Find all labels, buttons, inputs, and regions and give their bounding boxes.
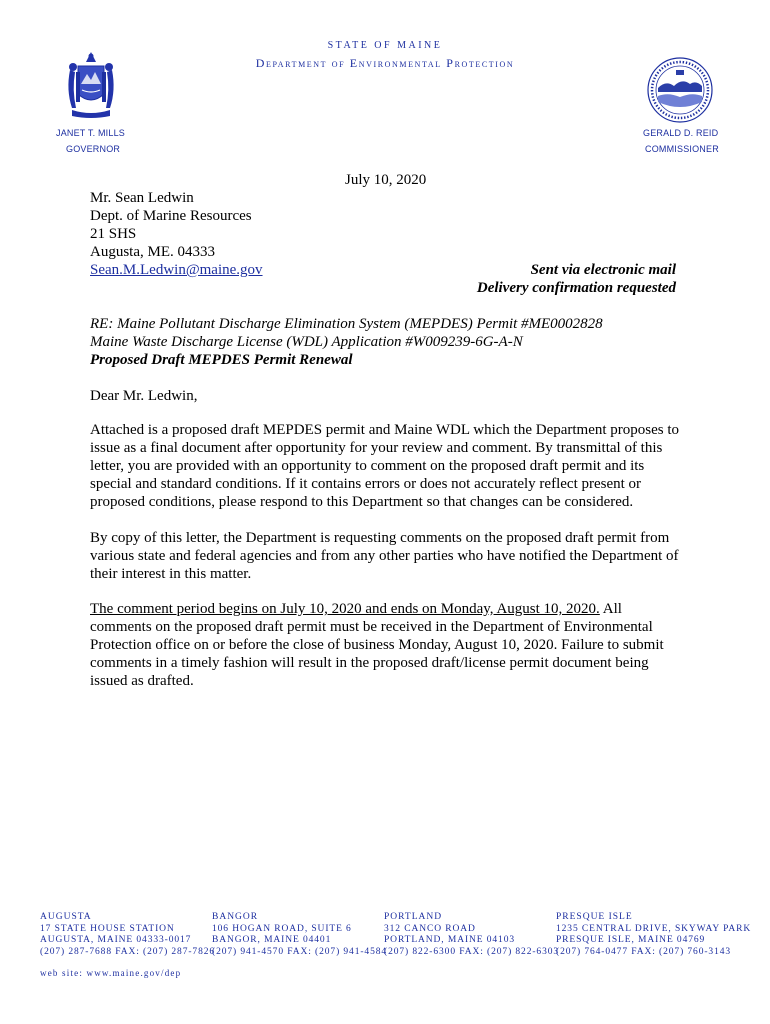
footer-office-presque-isle	[556, 912, 751, 958]
commissioner-title: COMMISSIONER	[645, 144, 719, 154]
recipient-address	[90, 189, 263, 279]
office-city-line: BANGOR, MAINE 04401	[212, 935, 332, 945]
office-address-line: 106 HOGAN ROAD, SUITE 6	[212, 923, 352, 934]
office-phone: (207) 941-4570 FAX: (207) 941-4584	[212, 946, 388, 957]
letterhead-state: STATE OF MAINE	[327, 40, 443, 51]
footer-office-portland	[384, 912, 559, 958]
office-phone: (207) 764-0477 FAX: (207) 760-3143	[556, 946, 732, 957]
office-city-line: PORTLAND, MAINE 04103	[384, 935, 516, 945]
recipient-organization: Dept. of Marine Resources	[90, 208, 252, 224]
letterhead-department: Department of Environmental Protection	[255, 56, 515, 70]
office-city-line: PRESQUE ISLE, MAINE 04769	[556, 935, 706, 945]
office-address-line: 312 CANCO ROAD	[384, 923, 476, 934]
dep-seal-icon	[646, 56, 714, 124]
footer-office-augusta	[40, 912, 215, 958]
subject-line-2: Maine Waste Discharge License (WDL) Application #W009239-6G-A-N	[90, 334, 523, 350]
governor-title: GOVERNOR	[66, 144, 121, 154]
letter-date: July 10, 2020	[345, 172, 427, 188]
recipient-name: Mr. Sean Ledwin	[90, 190, 194, 206]
footer-website[interactable]: web site: www.maine.gov/dep	[40, 968, 182, 978]
subject-line-3: Proposed Draft MEPDES Permit Renewal	[90, 352, 353, 368]
comment-period-text: The comment period begins on July 10, 2020 and ends on Monday, August 10, 2020.	[90, 601, 600, 617]
state-seal-icon	[62, 50, 120, 120]
recipient-email-link[interactable]: Sean.M.Ledwin@maine.gov	[90, 262, 263, 278]
office-city-line: AUGUSTA, MAINE 04333-0017	[40, 935, 192, 945]
governor-name: JANET T. MILLS	[56, 128, 125, 138]
recipient-street: 21 SHS	[90, 226, 137, 242]
office-city: AUGUSTA	[40, 912, 92, 922]
recipient-city: Augusta, ME. 04333	[90, 244, 215, 260]
footer-office-bangor	[212, 912, 387, 958]
subject-line-1: RE: Maine Pollutant Discharge Elimination System (MEPDES) Permit #ME0002828	[90, 316, 603, 332]
office-address-line: 1235 CENTRAL DRIVE, SKYWAY PARK	[556, 923, 752, 934]
office-phone: (207) 822-6300 FAX: (207) 822-6303	[384, 946, 560, 957]
office-city: PRESQUE ISLE	[556, 912, 633, 922]
office-city: PORTLAND	[384, 912, 443, 922]
delivery-line-1: Sent via electronic mail	[530, 262, 676, 278]
office-phone: (207) 287-7688 FAX: (207) 287-7826	[40, 946, 216, 957]
delivery-note	[477, 261, 676, 297]
paragraph-2: By copy of this letter, the Department is requesting comments on the proposed draft permit from various state and federal agencies and from any other parties who have notified the Department of their interest in this matter.	[90, 530, 679, 582]
salutation: Dear Mr. Ledwin,	[90, 388, 198, 404]
office-city: BANGOR	[212, 912, 259, 922]
subject-block	[90, 315, 603, 369]
paragraph-3	[90, 600, 680, 690]
comment-instructions-text: All comments on the proposed draft permit must be received in the Department of Environmental Protection office on or before the close of business Monday, August 10, 2020. Failure to submit comments in a timely fashion will result in the proposed draft/license permit document being issued as drafted.	[90, 601, 664, 689]
commissioner-name: GERALD D. REID	[643, 128, 719, 138]
delivery-line-2: Delivery confirmation requested	[476, 280, 676, 296]
paragraph-1: Attached is a proposed draft MEPDES permit and Maine WDL which the Department proposes to issue as a final document after opportunity for your review and comment. By transmittal of this letter, you are provided with an opportunity to comment on the proposed draft permit and its special and standard conditions. If it contains errors or does not accurately reflect present or proposed conditions, please respond to this Department so that changes can be considered.	[90, 422, 680, 510]
office-address-line: 17 STATE HOUSE STATION	[40, 923, 175, 934]
